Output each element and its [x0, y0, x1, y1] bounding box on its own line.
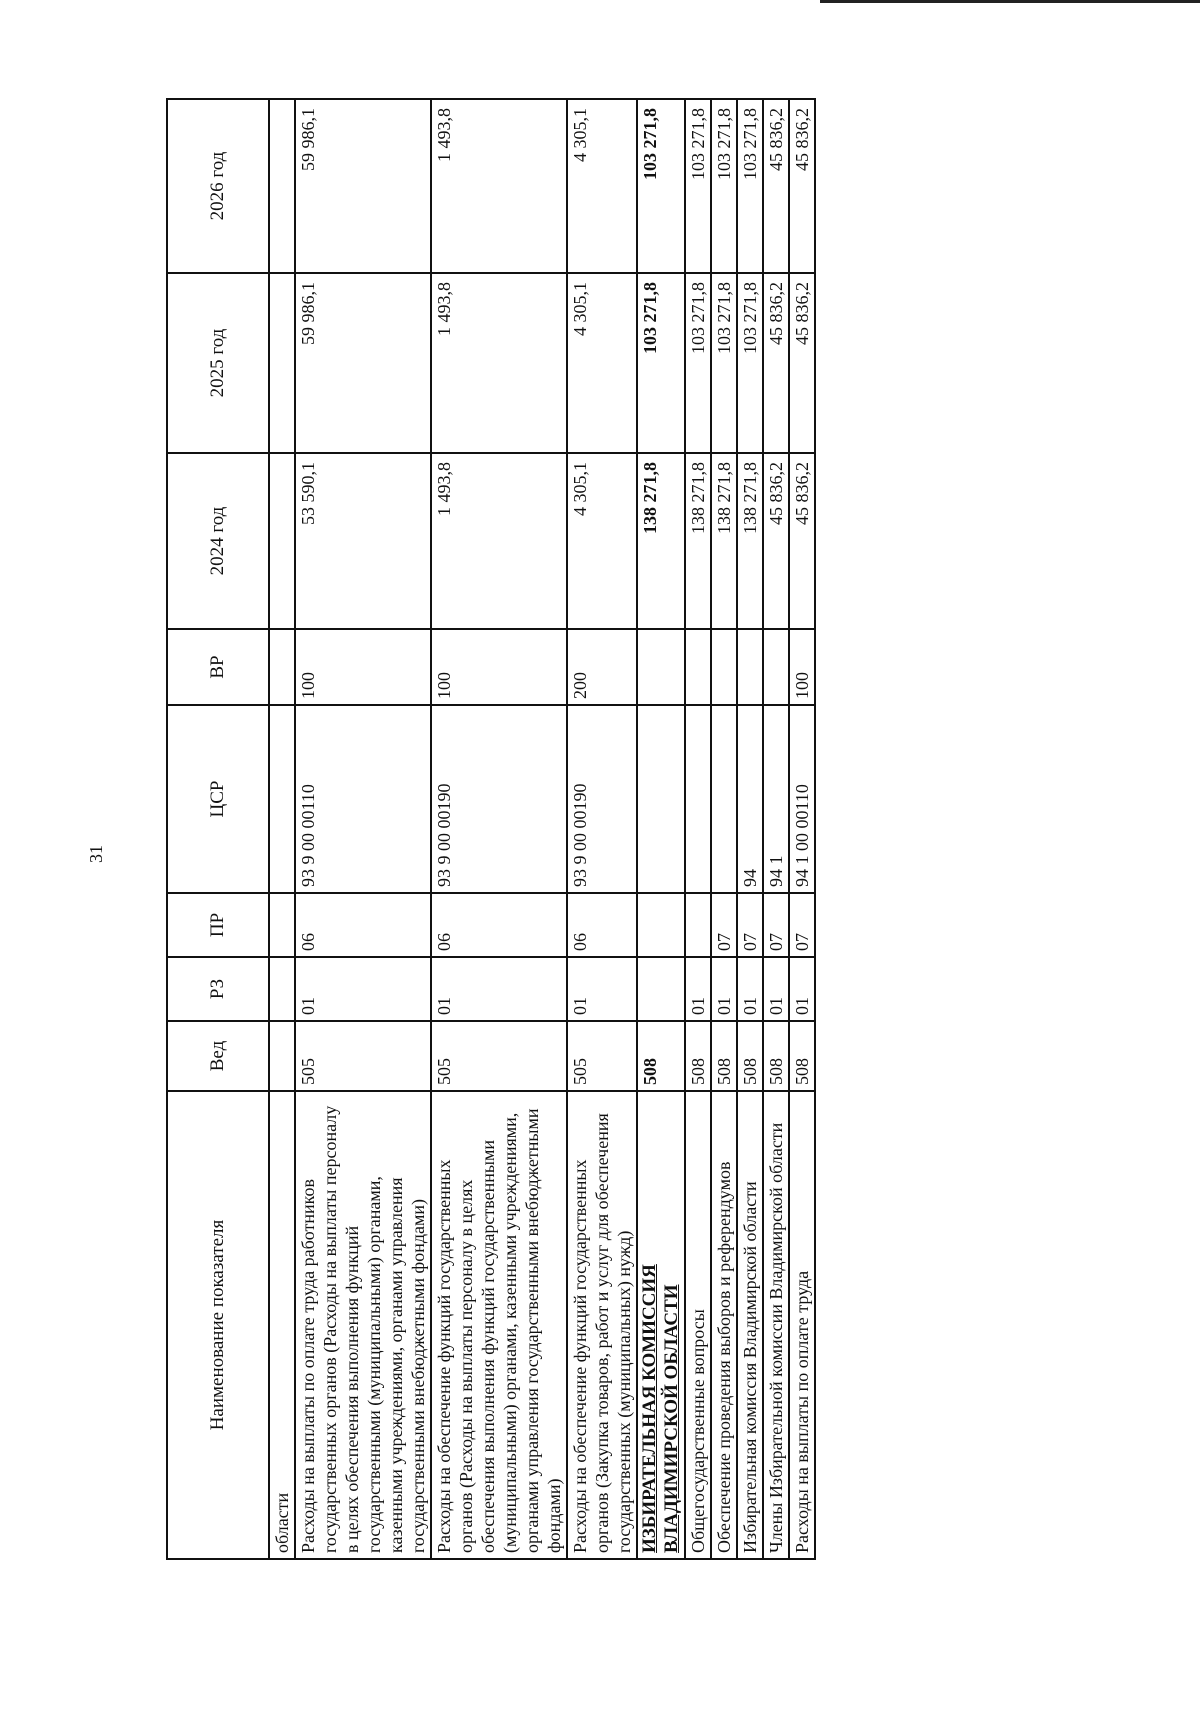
cell-vr — [711, 629, 737, 705]
cell-ved: 508 — [685, 1021, 711, 1091]
cell-rz: 01 — [685, 957, 711, 1021]
cell-2025: 45 836,2 — [789, 273, 815, 453]
cell-2025: 103 271,8 — [711, 273, 737, 453]
cell-name: области — [269, 1091, 295, 1559]
cell-pr: 06 — [567, 893, 637, 957]
cell-name: Расходы на выплаты по оплате труда работников государственных органов (Расходы на выплаты персоналу в целях обеспечения выполнения функций государственными (муниципальными) органами, казенными учреждениями, органами управления государственными внебюджетными фондами) — [295, 1091, 431, 1559]
table-row — [685, 99, 711, 1559]
table-row — [567, 99, 637, 1559]
cell-rz: 01 — [431, 957, 567, 1021]
cell-2025: 45 836,2 — [763, 273, 789, 453]
cell-2025: 103 271,8 — [685, 273, 711, 453]
budget-table — [166, 98, 816, 1560]
cell-2024: 138 271,8 — [711, 453, 737, 629]
cell-2024: 138 271,8 — [637, 453, 685, 629]
cell-ved: 505 — [567, 1021, 637, 1091]
cell-rz: 01 — [567, 957, 637, 1021]
cell-vr: 100 — [431, 629, 567, 705]
cell-name: Расходы на обеспечение функций государственных органов (Расходы на выплаты персоналу в целях обеспечения выполнения функций государственными (муниципальными) органами, казенными учреждениями, органами управления государственными внебюджетными фондами) — [431, 1091, 567, 1559]
table-header-row — [167, 99, 269, 1559]
cell-2024 — [269, 453, 295, 629]
cell-2026: 45 836,2 — [763, 99, 789, 273]
cell-2026: 4 305,1 — [567, 99, 637, 273]
table-row — [763, 99, 789, 1559]
cell-pr: 06 — [431, 893, 567, 957]
cell-ved: 508 — [637, 1021, 685, 1091]
table-row — [295, 99, 431, 1559]
table-row — [789, 99, 815, 1559]
cell-2024: 45 836,2 — [763, 453, 789, 629]
cell-rz: 01 — [711, 957, 737, 1021]
cell-csr — [685, 705, 711, 893]
cell-2024: 1 493,8 — [431, 453, 567, 629]
cell-2025: 59 986,1 — [295, 273, 431, 453]
header-2024: 2024 год — [167, 453, 269, 629]
cell-rz: 01 — [295, 957, 431, 1021]
top-rule — [820, 0, 1200, 3]
header-2025: 2025 год — [167, 273, 269, 453]
cell-ved: 508 — [789, 1021, 815, 1091]
cell-2026: 1 493,8 — [431, 99, 567, 273]
cell-rz: 01 — [763, 957, 789, 1021]
cell-csr: 93 9 00 00190 — [567, 705, 637, 893]
cell-ved: 508 — [711, 1021, 737, 1091]
cell-csr: 93 9 00 00190 — [431, 705, 567, 893]
header-2026: 2026 год — [167, 99, 269, 273]
cell-pr — [685, 893, 711, 957]
cell-csr: 94 — [737, 705, 763, 893]
cell-vr — [637, 629, 685, 705]
cell-vr — [737, 629, 763, 705]
header-csr: ЦСР — [167, 705, 269, 893]
cell-2026: 103 271,8 — [637, 99, 685, 273]
cell-2025: 4 305,1 — [567, 273, 637, 453]
cell-2024: 138 271,8 — [685, 453, 711, 629]
header-rz: РЗ — [167, 957, 269, 1021]
cell-ved: 508 — [763, 1021, 789, 1091]
cell-rz: 01 — [789, 957, 815, 1021]
table-row — [269, 99, 295, 1559]
cell-csr: 94 1 — [763, 705, 789, 893]
cell-vr — [269, 629, 295, 705]
cell-pr: 07 — [789, 893, 815, 957]
cell-2024: 138 271,8 — [737, 453, 763, 629]
cell-pr: 07 — [737, 893, 763, 957]
cell-2025: 103 271,8 — [737, 273, 763, 453]
cell-2025: 103 271,8 — [637, 273, 685, 453]
cell-vr: 100 — [295, 629, 431, 705]
header-pr: ПР — [167, 893, 269, 957]
cell-pr: 07 — [711, 893, 737, 957]
cell-ved: 505 — [295, 1021, 431, 1091]
cell-2025: 1 493,8 — [431, 273, 567, 453]
cell-name: Расходы на обеспечение функций государственных органов (Закупка товаров, работ и услуг для обеспечения государственных (муниципальных) нужд) — [567, 1091, 637, 1559]
cell-2024: 53 590,1 — [295, 453, 431, 629]
cell-vr: 200 — [567, 629, 637, 705]
cell-2025 — [269, 273, 295, 453]
cell-csr — [269, 705, 295, 893]
cell-csr: 93 9 00 00110 — [295, 705, 431, 893]
cell-pr: 06 — [295, 893, 431, 957]
cell-name: Расходы на выплаты по оплате труда — [789, 1091, 815, 1559]
cell-name: Общегосударственные вопросы — [685, 1091, 711, 1559]
table-row — [431, 99, 567, 1559]
cell-csr: 94 1 00 00110 — [789, 705, 815, 893]
cell-2026: 59 986,1 — [295, 99, 431, 273]
cell-name: Обеспечение проведения выборов и референдумов — [711, 1091, 737, 1559]
header-ved: Вед — [167, 1021, 269, 1091]
cell-vr — [685, 629, 711, 705]
cell-2024: 45 836,2 — [789, 453, 815, 629]
table-row — [737, 99, 763, 1559]
cell-csr — [637, 705, 685, 893]
table-body — [269, 99, 815, 1559]
header-vr: ВР — [167, 629, 269, 705]
cell-name: Избирательная комиссия Владимирской области — [737, 1091, 763, 1559]
cell-rz — [637, 957, 685, 1021]
cell-ved: 508 — [737, 1021, 763, 1091]
page-number: 31 — [86, 845, 106, 863]
cell-csr — [711, 705, 737, 893]
cell-vr: 100 — [789, 629, 815, 705]
cell-2026: 45 836,2 — [789, 99, 815, 273]
cell-name: ИЗБИРАТЕЛЬНАЯ КОМИССИЯ ВЛАДИМИРСКОЙ ОБЛАСТИ — [637, 1091, 685, 1559]
rotated-table-container — [166, 100, 1101, 1560]
table-row — [637, 99, 685, 1559]
cell-2026 — [269, 99, 295, 273]
table-row — [711, 99, 737, 1559]
cell-pr — [637, 893, 685, 957]
cell-vr — [763, 629, 789, 705]
cell-2026: 103 271,8 — [737, 99, 763, 273]
cell-pr: 07 — [763, 893, 789, 957]
cell-pr — [269, 893, 295, 957]
cell-2024: 4 305,1 — [567, 453, 637, 629]
cell-ved: 505 — [431, 1021, 567, 1091]
cell-2026: 103 271,8 — [711, 99, 737, 273]
cell-name: Члены Избирательной комиссии Владимирской области — [763, 1091, 789, 1559]
cell-2026: 103 271,8 — [685, 99, 711, 273]
cell-ved — [269, 1021, 295, 1091]
cell-rz — [269, 957, 295, 1021]
cell-rz: 01 — [737, 957, 763, 1021]
header-name: Наименование показателя — [167, 1091, 269, 1559]
